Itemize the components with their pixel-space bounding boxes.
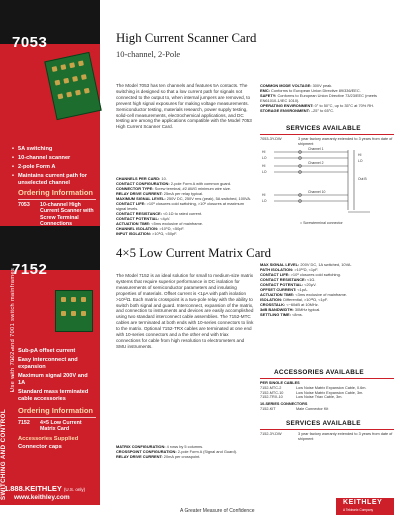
model-number-7152: 7152 bbox=[12, 261, 48, 278]
body-text-7053: The Model 7053 has ten channels and features 5A contacts. The switching is designed so that a low current path for signals not connected to the output to, when internal jumpers are removed, to prevent high signal exposures for making voltage measurements. Semiconductor testing, materials research, power supply testing, solid-cell measurements, electrochemical applications, and DC testing are among the applications compatible with the Model 7053 High Current Scanner Card. bbox=[116, 83, 252, 130]
spec-row: CROSSPOINT CONFIGURATION: 2-pole Form A (Signal and Guard). bbox=[116, 449, 238, 454]
accessories-supplied-title: Accessories Supplied bbox=[18, 436, 79, 442]
svg-text:HI: HI bbox=[262, 150, 266, 154]
feature-item: • Standard mass terminated cable accessories bbox=[18, 389, 96, 403]
feature-item: • 2-pole Form A bbox=[18, 164, 96, 171]
service-code-7053: 7053-3Y-DW bbox=[260, 137, 282, 141]
ordering-rule bbox=[18, 417, 96, 418]
ordering-row-7053: 7053 10-channel High Current Scanner with Screw Terminal Connections bbox=[18, 202, 94, 228]
spec-row: OFFSET CURRENT: <1pA. bbox=[260, 287, 308, 292]
feature-item: • 5A switching bbox=[18, 146, 96, 153]
svg-text:HI: HI bbox=[358, 153, 362, 157]
spec-row: MATRIX CONFIGURATION: 4 rows by 5 columns. bbox=[116, 444, 204, 449]
svg-text:Channel 2: Channel 2 bbox=[308, 161, 324, 165]
services-title-7053: SERVICES AVAILABLE bbox=[286, 125, 361, 132]
spec-row: CONTACT RESISTANCE: <1Ω. bbox=[260, 277, 316, 282]
svg-text:HI: HI bbox=[262, 164, 266, 168]
features-list-7053 bbox=[18, 146, 96, 189]
model-number-7053: 7053 bbox=[12, 34, 48, 51]
svg-text:HI: HI bbox=[262, 193, 266, 197]
features-list-7152 bbox=[18, 348, 96, 405]
spec-row: SAFETY: Conforms to European Union Directive 73/23/EEC (meets EN61010-1/IEC 1010). bbox=[260, 93, 377, 103]
svg-text:LO: LO bbox=[262, 170, 267, 174]
feature-item: • Maximum signal 200V and 1A bbox=[18, 373, 96, 387]
spec-row: CONTACT RESISTANCE: <0.1Ω to rated current. bbox=[116, 211, 203, 216]
ordering-title-7152: Ordering Information bbox=[18, 406, 93, 415]
services-title-7152: SERVICES AVAILABLE bbox=[286, 420, 361, 427]
specs-right-7053 bbox=[260, 83, 394, 113]
accessory-item: 7152-TRX-10 Low Noise Triax Cable, 3m. bbox=[260, 395, 343, 400]
footer-tagline: A Greater Measure of Confidence bbox=[180, 508, 255, 514]
feature-item: • Sub-pA offset current bbox=[18, 348, 96, 355]
feature-item: • 10-channel scanner bbox=[18, 155, 96, 162]
accessories-title-7152: ACCESSORIES AVAILABLE bbox=[274, 369, 364, 376]
spec-row: CONTACT LIFE: >10⁸ closures cold switching, >10⁵ closures at maximum signal levels. bbox=[116, 201, 244, 211]
schematic-diagram-7053 bbox=[260, 140, 392, 230]
spec-row: PATH ISOLATION: >10¹²Ω, <1pF. bbox=[260, 267, 319, 272]
accessory-group-title: 10-SERIES CONNECTORS bbox=[260, 402, 308, 407]
svg-text:Out B: Out B bbox=[358, 177, 367, 181]
ordering-title-7053: Ordering Information bbox=[18, 188, 93, 197]
spec-row: ACTUATION TIME: <5ms exclusive of mainframe. bbox=[116, 221, 203, 226]
svg-text:LO: LO bbox=[262, 156, 267, 160]
ordering-row-7152: 7152 4×5 Low Current Matrix Card bbox=[18, 420, 82, 433]
accessories-supplied-detail: Connector caps bbox=[18, 444, 62, 450]
spec-row: STORAGE ENVIRONMENT: –25° to 65°C. bbox=[260, 108, 335, 113]
spec-row: INPUT ISOLATION: >10⁹Ω, <50pF. bbox=[116, 231, 178, 236]
spec-row: SETTLING TIME: <8ms. bbox=[260, 312, 303, 317]
svg-text:LO: LO bbox=[358, 159, 363, 163]
spec-row: ISOLATION: Differential, >10¹²Ω, <1pF. bbox=[260, 297, 328, 302]
spec-row: CHANNELS PER CARD: 10. bbox=[116, 176, 167, 181]
svg-text:Channel 10: Channel 10 bbox=[308, 190, 326, 194]
svg-text:LO: LO bbox=[262, 199, 267, 203]
spec-row: ACTUATION TIME: <3ms exclusive of mainframe. bbox=[260, 292, 347, 297]
spec-row: CROSSTALK: <−60dB at 10MHz. bbox=[260, 302, 319, 307]
specs-right-7152 bbox=[260, 262, 394, 317]
services-rule bbox=[260, 429, 394, 430]
keithley-logo: KEITHLEY A Tektronix Company bbox=[336, 498, 394, 515]
spec-row: 3dB BANDWIDTH: 30MHz typical. bbox=[260, 307, 321, 312]
accessories-list-7152 bbox=[260, 381, 394, 412]
phone-number: 1.888.KEITHLEY (U.S. only) bbox=[4, 484, 86, 493]
services-rule bbox=[260, 134, 394, 135]
service-desc-7152: 3 year factory warranty extended to 3 years from date of shipment bbox=[298, 432, 393, 441]
accessories-rule bbox=[260, 378, 394, 379]
ordering-rule bbox=[18, 199, 96, 200]
spec-row: EMC: Conforms to European Union Directive 89/336/EEC. bbox=[260, 88, 361, 93]
subtitle-7053: 10-channel, 2-Pole bbox=[116, 49, 181, 59]
title-7053: High Current Scanner Card bbox=[116, 31, 257, 45]
spec-row: MAX SIGNAL LEVEL: 200V DC, 1A switched, 10VA. bbox=[260, 262, 352, 267]
spec-row: CONNECTOR TYPE: Screw terminal, #2 AWG minimum wire size. bbox=[116, 186, 232, 191]
service-code-7152: 7152-3Y-DW bbox=[260, 432, 282, 436]
spec-row: CONTACT POTENTIAL: <4μV. bbox=[116, 216, 171, 221]
sidebar-vertical-text: SWITCHING AND CONTROL Use with 7002 and 7001 switch mainframes bbox=[0, 267, 16, 500]
spec-row: CHANNEL ISOLATION: >10⁹Ω, <50pF. bbox=[116, 226, 185, 231]
accessory-item: 7152-MTC-10 Low Noise Matrix Expansion Cable, 3m. bbox=[260, 390, 364, 395]
body-text-7152: The Model 7152 is an ideal solution for small to medium-size matrix systems that require superior performance in DC isolation for measurements of semiconductor parameters and insulating properties of materials. Offset current is <1pA with path isolation >10¹²Ω. Each matrix crosspoint is a two-pole relay with the ability to switch both signal and guard. Interconnect, expansion of the matrix, and connection to instruments and devices are easily accomplished using two standard interconnect cable assemblies. The 7152-MTC cables are terminated at both ends with 10-series connectors to link to the matrix. Optional 7152-TRX cables are terminated at one end with 10-series connectors and a the other end with triax connections for cable from high resolution to electrometers and SMU instruments. bbox=[116, 273, 254, 349]
feature-item: • Maintains current path for unselected channel bbox=[18, 173, 96, 187]
spec-row: OPERATING ENVIRONMENT: 0° to 50°C, up to 35°C at 70% RH. bbox=[260, 103, 375, 108]
specs-7053 bbox=[116, 176, 254, 236]
schematic-caption: = Screwterminal connector bbox=[300, 221, 343, 225]
accessory-item: 7152-KIT Male Connector Kit bbox=[260, 406, 329, 411]
spec-row: RELAY DRIVE CURRENT: 20mA per crosspoint. bbox=[116, 454, 201, 459]
service-desc-7053: 3 year factory warranty extended to 3 years from date of shipment bbox=[298, 137, 393, 146]
spec-row: CONTACT CONFIGURATION: 2-pole Form A with common guard. bbox=[116, 181, 232, 186]
spec-row: MAXIMUM SIGNAL LEVEL: 250V DC, 250V rms (peak), 5A switched, 100VA. bbox=[116, 196, 252, 201]
spec-row: CONTACT POTENTIAL: <20μV. bbox=[260, 282, 317, 287]
spec-row: RELAY DRIVE CURRENT: 25mA per relay typical. bbox=[116, 191, 204, 196]
svg-text:Channel 1: Channel 1 bbox=[308, 147, 324, 151]
website-link[interactable]: www.keithley.com bbox=[14, 494, 70, 501]
title-7152: 4×5 Low Current Matrix Card bbox=[116, 246, 272, 260]
spec-row: COMMON MODE VOLTAGE: 300V peak. bbox=[260, 83, 333, 88]
accessory-item: 7152-MTC-2 Low Noise Matrix Expansion Cable, 0.6m. bbox=[260, 385, 367, 390]
spec-row: CONTACT LIFE: >10⁸ closures cold switching. bbox=[260, 272, 341, 277]
accessory-group-title: PER SINGLE CABLES bbox=[260, 381, 300, 385]
card-photo-7152 bbox=[55, 290, 93, 332]
feature-item: • Easy interconnect and expansion bbox=[18, 357, 96, 371]
specs-left-7152 bbox=[116, 444, 254, 459]
